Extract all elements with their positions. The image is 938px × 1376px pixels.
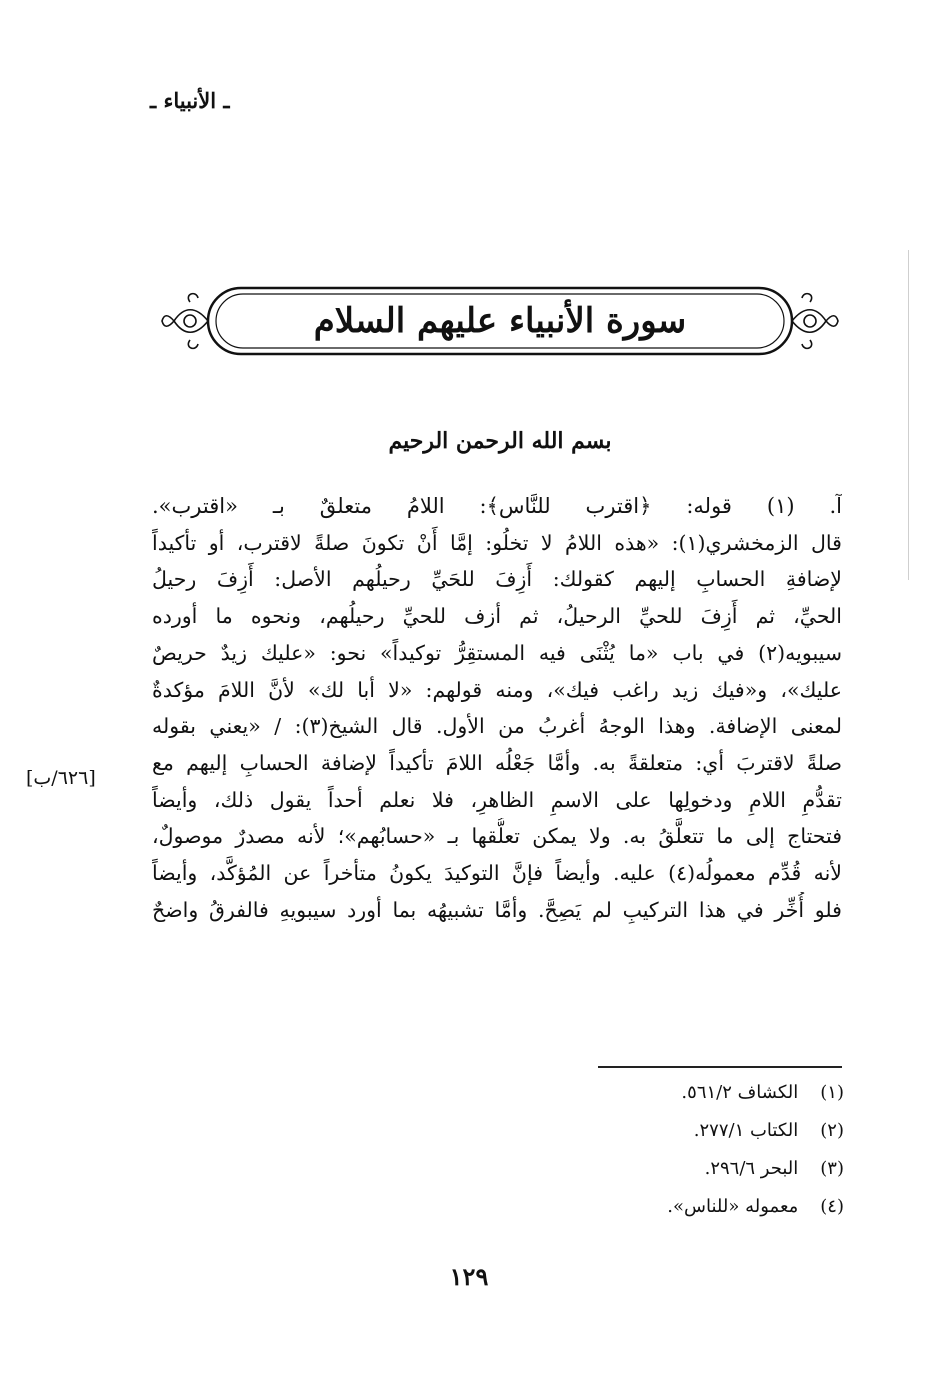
footnote-number: (١) xyxy=(820,1082,844,1103)
body-line: لمعنى الإضافة. وهذا الوجهُ أغربُ من الأول. قال الشيخ(٣): / «يعني بقوله xyxy=(152,714,842,739)
running-head: ـ الأنبياء ـ xyxy=(150,88,230,113)
footnote xyxy=(444,1150,844,1188)
body-line: تقدُّمِ اللامِ ودخولِها على الاسمِ الظاهرِ، فلا نعلم أحداً يقول ذلك، وأيضاً xyxy=(152,787,842,812)
footnote xyxy=(444,1074,844,1112)
sura-title: سورة الأنبياء عليهم السلام xyxy=(313,301,687,341)
footnotes xyxy=(444,1074,844,1226)
footnote-separator xyxy=(598,1066,842,1068)
body-line: صلةً لاقتربَ أي: متعلقةً به. وأمَّا جَعْلُه اللامَ تأكيداً لإضافة الحسابِ إليهم مع xyxy=(152,750,842,775)
footnote-text: البحر ٢٩٦/٦. xyxy=(704,1158,799,1179)
footnote-number: (٣) xyxy=(820,1158,844,1179)
footnote-text: الكتاب ٢٧٧/١. xyxy=(693,1120,799,1141)
footnote xyxy=(444,1112,844,1150)
body-line: قال الزمخشري(١): «هذه اللامُ لا تخلُو: إمَّا أَنْ تكونَ صلةً لاقترب، أو تأكيداً xyxy=(152,530,842,555)
footnote-text: الكشاف ٥٦١/٢. xyxy=(681,1082,799,1103)
body-line: فتحتاج إلى ما تتعلَّقُ به. ولا يمكن تعلُّقها بـ «حسابُهم»؛ لأنه مصدرٌ موصولٌ، xyxy=(152,824,842,849)
body-line: عليك»، و«فيك زيد راغب فيك»، ومنه قولهم: «لا أبا لك» لأنَّ اللامَ مؤكدةٌ xyxy=(152,677,842,702)
body-line: لأنه قُدِّم معمولُه(٤) عليه. وأيضاً فإنَّ التوكيدَ يكونُ متأخراً عن المُؤكَّد، وأيضاً xyxy=(152,861,842,886)
footnote xyxy=(444,1188,844,1226)
margin-rule xyxy=(908,250,909,580)
manuscript-folio-marker: [٦٢٦/ب] xyxy=(26,767,96,789)
body-line: الحيِّ، ثم أَزِفَ للحيِّ الرحيلُ، ثم أزف للحيِّ رحيلُهم، ونحوه ما أورده xyxy=(152,604,842,629)
footnote-number: (٤) xyxy=(820,1196,844,1217)
footnote-number: (٢) xyxy=(820,1120,844,1141)
commentary-body xyxy=(152,488,842,928)
page-number: ١٢٩ xyxy=(449,1262,489,1291)
body-line: لإضافةِ الحسابِ إليهم كقولك: أَزِفَ للحَيِّ رحيلُهم الأصل: أَزِفَ رحيلُ xyxy=(152,567,842,592)
basmala: بسم الله الرحمن الرحيم xyxy=(388,428,612,454)
sura-title-banner xyxy=(160,284,840,358)
body-line: آ. (١) قوله: ﴿اقترب للنَّاس﴾: اللامُ متعلقٌ بـ «اقترب». xyxy=(152,494,842,518)
body-line: سيبويه(٢) في باب «ما يُثْنَى فيه المستقِرُّ توكيداً» نحو: «عليك زيدٌ حريصٌ xyxy=(152,640,842,665)
footnote-text: معموله «للناس». xyxy=(667,1196,799,1217)
body-line: فلو أُخِّر في هذا التركيبِ لم يَصِحَّ. وأمَّا تشبيهُه بما أورد سيبويهِ فالفرقُ واضحٌ xyxy=(152,897,842,922)
